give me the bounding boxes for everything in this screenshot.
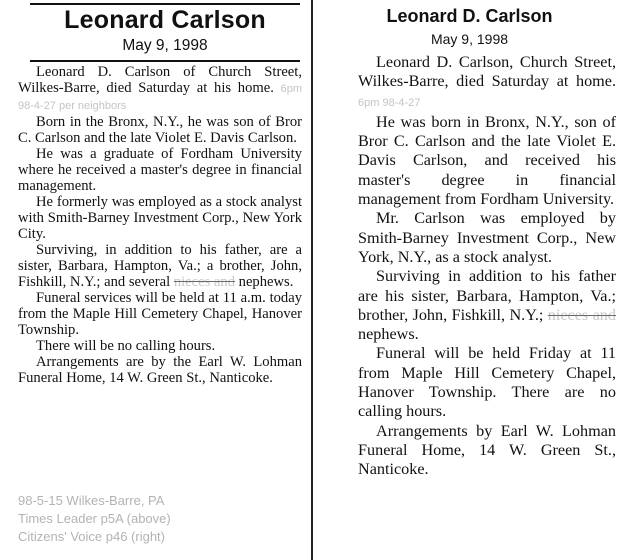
times-leader-clipping [0,0,306,560]
paragraph: Arrangements by Earl W. Lohman Funeral Home, 14 W. Green St., Nanticoke. [358,421,616,479]
paragraph: He formerly was employed as a stock analyst with Smith-Barney Investment Corp., New York City. [18,194,302,242]
paragraph: There will be no calling hours. [36,338,216,354]
obituary-body [358,53,616,480]
obituary-body [18,64,302,386]
column-divider [311,0,313,560]
citizens-voice-clipping [318,0,621,560]
paragraph: Funeral will be held Friday at 11 from Maple Hill Cemetery Chapel, Hanover Township. There are no calling hours. [358,344,616,421]
paragraph: He was born in Bronx, N.Y., son of Bror C. Carlson and the late Violet E. Davis Carlson, and received his master's degree in financial management from Fordham University. [358,112,616,209]
headline-rule [30,60,300,62]
paragraph: Arrangements are by the Earl W. Lohman Funeral Home, 14 W. Green St., Nanticoke. [18,354,302,386]
paragraph: Funeral services will be held at 11 a.m. today from the Maple Hill Cemetery Chapel, Hanover Township. [18,290,302,338]
source-note-line: 98-5-15 Wilkes-Barre, PA [18,493,165,508]
smudged-text: nieces and [173,274,235,290]
source-note-line: Times Leader p5A (above) [18,511,171,526]
paragraph: Born in the Bronx, N.Y., he was son of Bror C. Carlson and the late Violet E. Davis Carlson. [18,114,302,146]
top-rule [30,3,300,5]
headline: Leonard Carlson [64,6,266,34]
paragraph: Surviving, in addition to his father, are a sister, Barbara, Hampton, Va.; a brother, John, Fishkill, N.Y.; and several nieces and nephews. [18,242,302,290]
paragraph: Mr. Carlson was employed by Smith-Barney Investment Corp., New York, N.Y., as a stock analyst. [358,209,616,266]
paragraph: Leonard D. Carlson of Church Street, Wilkes-Barre, died Saturday at his home. 6pm 98-4-27 per neighbors [18,64,302,112]
smudged-text: nieces and [547,305,616,324]
paragraph: Leonard D. Carlson, Church Street, Wilkes-Barre, died Saturday at home. 6pm 98-4-27 [358,53,616,109]
source-note-line: Citizens' Voice p46 (right) [18,529,165,544]
paragraph: He was a graduate of Fordham University where he received a master's degree in financial management. [18,146,302,194]
dateline: May 9, 1998 [430,31,509,47]
headline: Leonard D. Carlson [386,6,553,26]
handwritten-note: 6pm 98-4-27 [358,96,421,109]
handwritten-note: 6pm 98-4-27 per neighbors [18,83,302,112]
dateline: May 9, 1998 [122,37,208,54]
paragraph: Surviving in addition to his father are his sister, Barbara, Hampton, Va.; brother, John, Fishkill, N.Y.; nieces and nephews. [358,267,616,344]
source-note [18,492,268,546]
